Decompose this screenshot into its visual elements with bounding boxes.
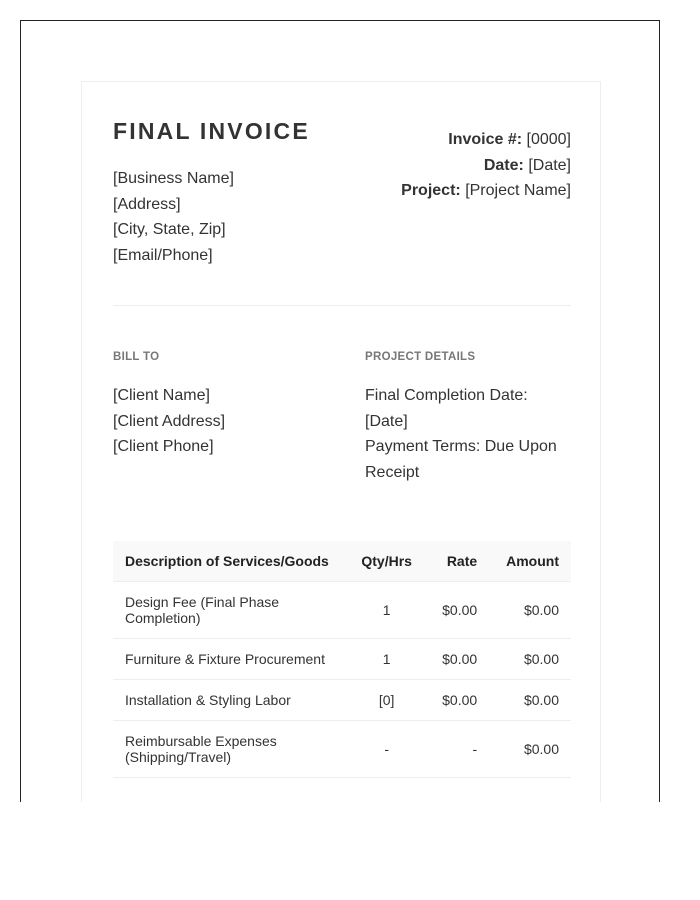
row-qty: [0] [347, 680, 426, 721]
invoice-card [81, 81, 601, 802]
client-name: [Client Name] [113, 387, 210, 404]
header-amount: Amount [489, 541, 571, 582]
row-rate: $0.00 [426, 680, 489, 721]
table-header-row [113, 541, 571, 582]
table-row [113, 721, 571, 778]
business-email-phone: [Email/Phone] [113, 247, 213, 265]
row-description [113, 680, 347, 721]
invoice-project-value: [Project Name] [465, 182, 571, 200]
invoice-number-label: Invoice #: [448, 131, 523, 148]
invoice-date-line [401, 153, 571, 179]
payment-terms-value: Receipt [365, 464, 420, 482]
row-description-line2: (Shipping/Travel) [125, 749, 232, 765]
bill-to-info [113, 383, 225, 460]
line-items-table-wrap [113, 541, 571, 778]
row-description-line1: Installation & Styling Labor [125, 692, 291, 708]
row-rate: $0.00 [426, 639, 489, 680]
row-amount: $0.00 [489, 639, 571, 680]
business-name: [Business Name] [113, 170, 234, 187]
business-city-state-zip: [City, State, Zip] [113, 221, 226, 239]
line-items-table [113, 541, 571, 778]
document-page [20, 20, 660, 802]
invoice-meta [401, 127, 571, 204]
invoice-project-label: Project: [401, 182, 461, 200]
row-amount: $0.00 [489, 582, 571, 639]
invoice-date-label: Date: [483, 156, 524, 174]
header-qty: Qty/Hrs [347, 541, 426, 582]
invoice-project-line [401, 178, 571, 204]
row-rate: $0.00 [426, 582, 489, 639]
table-row [113, 582, 571, 639]
invoice-title: FINAL INVOICE [113, 118, 310, 144]
row-description-line2: Completion) [125, 610, 201, 626]
row-qty: 1 [347, 582, 426, 639]
row-rate: - [426, 721, 489, 778]
row-description-line1: Design Fee (Final Phase [125, 594, 280, 610]
bill-to-heading: BILL TO [113, 351, 160, 363]
header-description: Description of Services/Goods [113, 541, 347, 582]
row-description-line1: Reimbursable Expenses [125, 733, 277, 749]
row-amount: $0.00 [489, 721, 571, 778]
payment-terms-label: Payment Terms: Due Upon [365, 438, 557, 456]
header-divider [113, 305, 571, 306]
row-description [113, 582, 347, 639]
project-details-heading: PROJECT DETAILS [365, 351, 476, 363]
row-qty: 1 [347, 639, 426, 680]
row-description [113, 639, 347, 680]
table-row [113, 639, 571, 680]
client-phone: [Client Phone] [113, 438, 214, 456]
project-details-info [365, 383, 571, 486]
invoice-number-value: [0000] [526, 131, 571, 148]
header-rate: Rate [426, 541, 489, 582]
business-info [113, 166, 234, 269]
row-qty: - [347, 721, 426, 778]
completion-date-label: Final Completion Date: [365, 387, 528, 404]
invoice-number-line [401, 127, 571, 153]
invoice-date-value: [Date] [528, 156, 571, 174]
row-amount: $0.00 [489, 680, 571, 721]
business-address: [Address] [113, 195, 181, 213]
client-address: [Client Address] [113, 412, 226, 430]
row-description [113, 721, 347, 778]
row-description-line1: Furniture & Fixture Procurement [125, 651, 325, 667]
table-row [113, 680, 571, 721]
completion-date-value: [Date] [365, 412, 408, 430]
